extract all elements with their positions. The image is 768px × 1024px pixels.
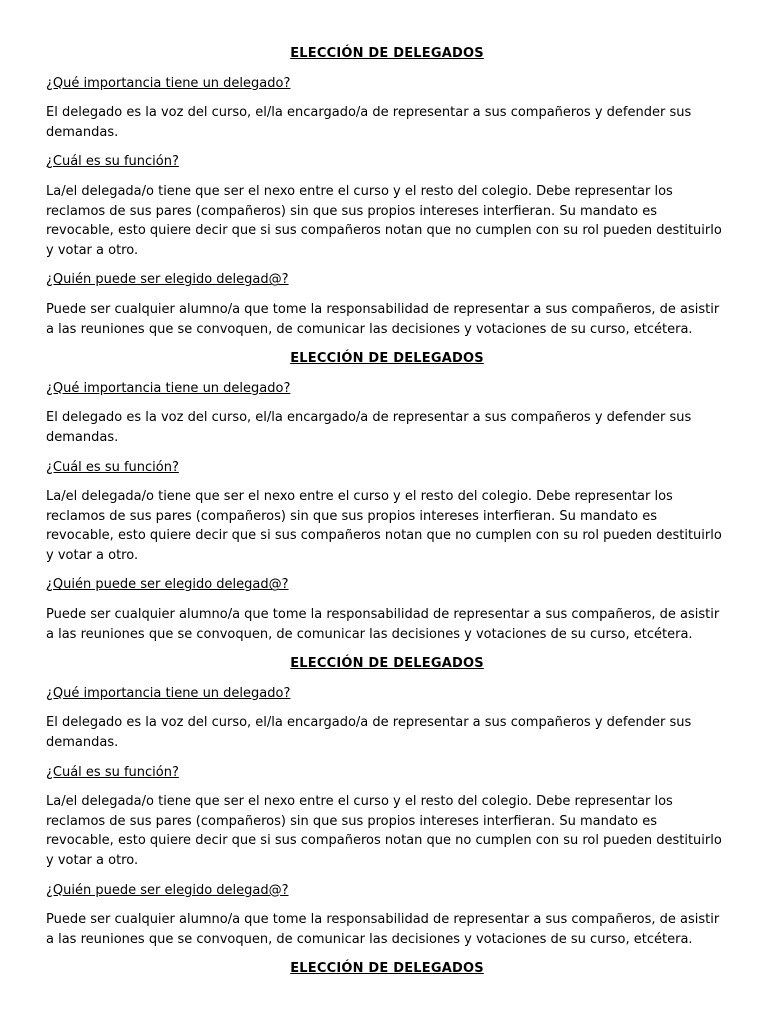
answer-function: La/el delegada/o tiene que ser el nexo entre el curso y el resto del colegio. Debe representar los reclamos de sus pares (compañeros) sin que sus propios intereses interfieran. Su mandato es revocable, esto quiere decir que si sus compañeros notan que no cumplen con su rol pueden destituirlo y votar a otro.	[46, 794, 722, 868]
answer-function: La/el delegada/o tiene que ser el nexo entre el curso y el resto del colegio. Debe representar los reclamos de sus pares (compañeros) sin que sus propios intereses interfieran. Su mandato es revocable, esto quiere decir que si sus compañeros notan que no cumplen con su rol pueden destituirlo y votar a otro.	[46, 183, 722, 258]
question-who: ¿Quién puede ser elegido delegad@?	[46, 577, 289, 593]
question-importance: ¿Qué importancia tiene un delegado?	[46, 75, 291, 91]
answer-importance: El delegado es la voz del curso, el/la encargado/a de representar a sus compañeros y defender sus demandas.	[46, 410, 692, 445]
question-importance: ¿Qué importancia tiene un delegado?	[46, 685, 291, 701]
answer-who: Puede ser cualquier alumno/a que tome la responsabilidad de representar a sus compañeros, de asistir a las reuniones que se convoquen, de comunicar las decisiones y votaciones de su curso, etcétera.	[46, 912, 720, 947]
answer-importance: El delegado es la voz del curso, el/la encargado/a de representar a sus compañeros y defender sus demandas.	[46, 715, 692, 751]
section-2	[46, 349, 728, 644]
answer-function: La/el delegada/o tiene que ser el nexo entre el curso y el resto del colegio. Debe representar los reclamos de sus pares (compañeros) sin que sus propios intereses interfieran. Su mandato es revocable, esto quiere decir que si sus compañeros notan que no cumplen con su rol pueden destituirlo y votar a otro.	[46, 489, 722, 563]
section-1	[46, 44, 728, 339]
section-title: ELECCIÓN DE DELEGADOS	[290, 351, 484, 367]
section-4	[46, 959, 728, 979]
section-title: ELECCIÓN DE DELEGADOS	[290, 46, 484, 61]
section-3	[46, 654, 728, 949]
answer-importance: El delegado es la voz del curso, el/la encargado/a de representar a sus compañeros y defender sus demandas.	[46, 105, 692, 140]
question-who: ¿Quién puede ser elegido delegad@?	[46, 272, 289, 288]
question-who: ¿Quién puede ser elegido delegad@?	[46, 882, 289, 898]
question-importance: ¿Qué importancia tiene un delegado?	[46, 380, 291, 396]
answer-who: Puede ser cualquier alumno/a que tome la responsabilidad de representar a sus compañeros, de asistir a las reuniones que se convoquen, de comunicar las decisiones y votaciones de su curso, etcétera.	[46, 301, 720, 337]
section-title: ELECCIÓN DE DELEGADOS	[290, 656, 484, 672]
section-title: ELECCIÓN DE DELEGADOS	[290, 961, 484, 977]
question-function: ¿Cuál es su función?	[46, 764, 179, 780]
question-function: ¿Cuál es su función?	[46, 154, 179, 170]
answer-who: Puede ser cualquier alumno/a que tome la responsabilidad de representar a sus compañeros, de asistir a las reuniones que se convoquen, de comunicar las decisiones y votaciones de su curso, etcétera.	[46, 607, 720, 642]
document-page	[46, 44, 728, 989]
question-function: ¿Cuál es su función?	[46, 459, 179, 475]
